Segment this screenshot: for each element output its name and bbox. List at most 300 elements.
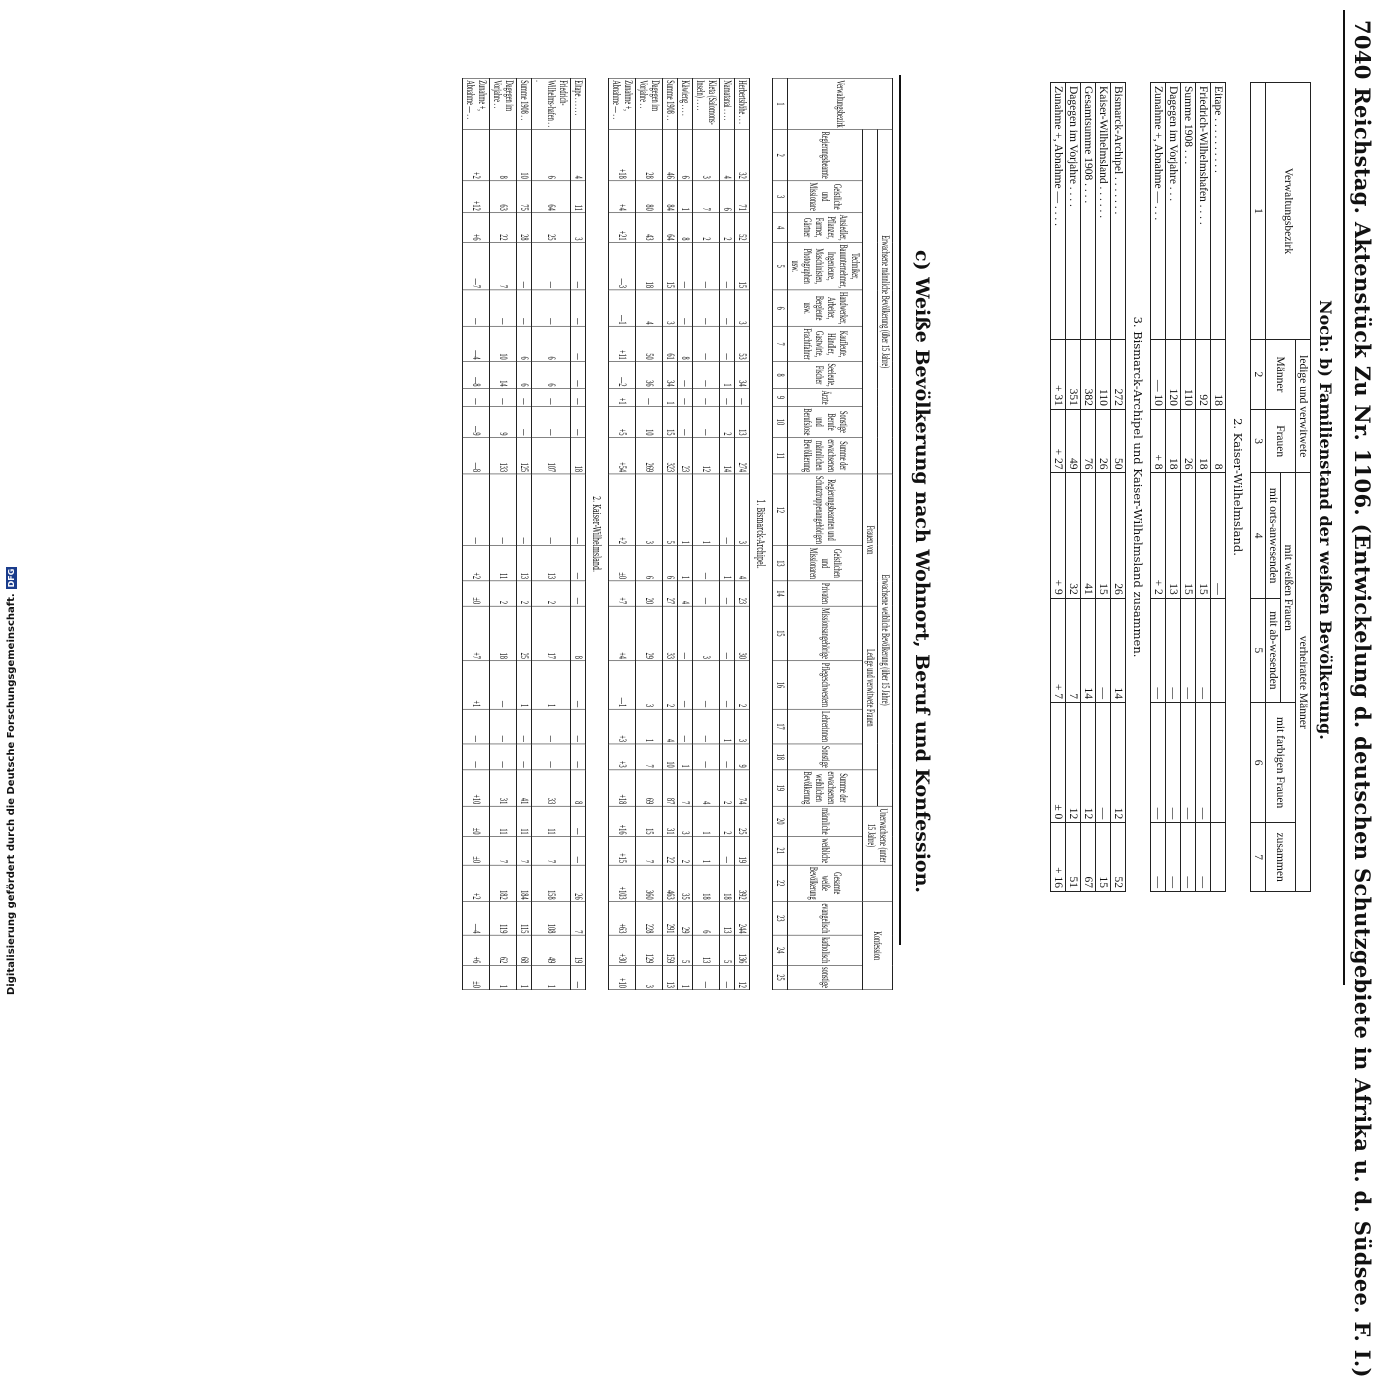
table-cell: 71 — [735, 181, 750, 213]
table-cell: 50 — [1111, 409, 1126, 473]
table-cell: +4 — [609, 606, 636, 661]
table-cell: 84 — [663, 181, 678, 213]
table-cell: — — [532, 709, 571, 744]
table-cell: 4 — [735, 546, 750, 581]
table-cell: 6 — [532, 362, 571, 389]
row-label: Gesamtsumme 1908 . . . . — [1081, 83, 1096, 340]
table-cell: 26 — [1111, 473, 1126, 598]
table-cell: — — [1196, 703, 1211, 823]
table-cell: 12 — [1081, 703, 1096, 823]
table-cell: 41 — [517, 770, 532, 807]
table-cell: 8 — [1211, 409, 1226, 473]
table-cell: 5 — [663, 474, 678, 546]
column-header: Summe der erwachsenen männlichen Bevölkerung — [788, 437, 863, 474]
table-cell: — — [1166, 823, 1181, 892]
table-cell: — — [720, 326, 735, 361]
table-cell: 3 — [663, 290, 678, 327]
table-cell: 23 — [678, 437, 693, 474]
table-cell: 1 — [720, 709, 735, 744]
table-cell: 133 — [490, 437, 517, 474]
table-cell: 3 — [735, 474, 750, 546]
table-cell: 2 — [735, 661, 750, 709]
table-cell: +10 — [463, 770, 490, 807]
table-cell: 14 — [720, 437, 735, 474]
column-header: Lehrerinnen — [788, 709, 863, 744]
table-row — [1181, 83, 1196, 892]
t2-section1-title: 1. Bismarck-Archipel. — [754, 499, 768, 569]
table-cell: 274 — [735, 437, 750, 474]
column-number: 3 — [1251, 409, 1266, 473]
table-cell: — — [532, 474, 571, 546]
table-cell: 32 — [1066, 473, 1081, 598]
table-cell: —8 — [463, 437, 490, 474]
table-cell: 28 — [517, 213, 532, 243]
table-cell: 15 — [735, 243, 750, 290]
table-cell: — — [490, 389, 517, 407]
table-row — [571, 78, 586, 990]
table-cell: 7 — [1066, 598, 1081, 702]
table-cell: +18 — [609, 130, 636, 181]
table-cell: — — [1196, 823, 1211, 892]
column-number: 10 — [773, 406, 788, 437]
table-cell: 244 — [735, 902, 750, 936]
table-cell: — — [490, 744, 517, 770]
table-cell: 2 — [720, 406, 735, 437]
table-cell: 74 — [735, 770, 750, 807]
column-number: 1 — [1251, 83, 1266, 340]
table-cell: — — [1211, 473, 1226, 598]
page-subtitle: Noch: b) Familienstand der weißen Bevölkerung. — [1316, 300, 1335, 740]
table-row — [532, 78, 571, 990]
table-cell: 15 — [663, 243, 678, 290]
table-cell: 13 — [532, 546, 571, 581]
table-cell: — — [720, 474, 735, 546]
t1-header-maenner: Männer — [1266, 340, 1296, 410]
table-cell: 10 — [636, 406, 663, 437]
column-header: Missionsangehörige — [788, 606, 863, 661]
table-cell: +12 — [463, 181, 490, 213]
table-cell: 2 — [532, 581, 571, 606]
table-cell: +2 — [463, 130, 490, 181]
table-cell: 3 — [678, 806, 693, 836]
table-cell: — — [693, 326, 720, 361]
section-c-title: c) Weiße Bevölkerung nach Wohnort, Beruf und Konfession. — [911, 250, 933, 894]
table-cell: 8 — [571, 606, 586, 661]
table-row — [1066, 83, 1081, 892]
table-row — [1111, 83, 1126, 892]
table-cell: 9 — [735, 744, 750, 770]
column-header: Sonstige Berufe und Berufslose — [788, 406, 863, 437]
column-number: 14 — [773, 581, 788, 606]
table-cell: ±0 — [463, 806, 490, 836]
row-label: Bismarck-Archipel . . . . . . . — [1111, 83, 1126, 340]
table-cell: 19 — [571, 935, 586, 965]
table-cell: +5 — [609, 406, 636, 437]
t1-header-frauen: Frauen — [1266, 409, 1296, 473]
column-header: Gesamte weiße Bevölkerung — [788, 865, 863, 902]
table-row — [1151, 83, 1166, 892]
table-cell — [1211, 703, 1226, 823]
table-cell: — — [1096, 703, 1111, 823]
table-cell: — — [678, 290, 693, 327]
table-cell: +10 — [609, 965, 636, 990]
table-cell: 7 — [636, 744, 663, 770]
table-cell: + 27 — [1051, 409, 1066, 473]
row-label: Dagegen im Vorjahre . . — [490, 78, 517, 129]
column-number: 6 — [773, 290, 788, 327]
table-cell: +3 — [609, 709, 636, 744]
table-cell: ±0 — [463, 836, 490, 864]
row-label: Summe 1908 . . — [517, 78, 532, 129]
table-cell: 6 — [517, 362, 532, 389]
table-cell: 15 — [1196, 473, 1211, 598]
table-cell: 15 — [1181, 473, 1196, 598]
table-cell: — — [720, 290, 735, 327]
table-cell: +7 — [463, 606, 490, 661]
table-cell: — — [693, 290, 720, 327]
t2-group-maenner: Erwachsene männliche Bevölkerung (über 15 Jahre) — [878, 130, 893, 474]
t1-header-anwesend: mit orts-anwesenden — [1266, 473, 1281, 598]
table-cell: 10 — [663, 744, 678, 770]
table-cell: 2 — [720, 806, 735, 836]
table-cell: 6 — [720, 181, 735, 213]
table-cell: — — [678, 243, 693, 290]
table-cell: 76 — [1081, 409, 1096, 473]
table-cell: 46 — [663, 130, 678, 181]
table-cell: 4 — [678, 581, 693, 606]
table-cell: — — [517, 243, 532, 290]
column-header: Ärzte — [788, 389, 863, 407]
column-number: 9 — [773, 389, 788, 407]
table-cell: 13 — [720, 902, 735, 936]
table-cell: +21 — [609, 213, 636, 243]
table-cell: 26 — [571, 865, 586, 902]
table-cell: 136 — [735, 935, 750, 965]
t1-section3-title: 3. Bismarck-Archipel und Kaiser-Wilhelmsland zusammen. — [1131, 316, 1145, 658]
table-cell: 53 — [735, 326, 750, 361]
column-header: Geistlichen und Missionaren — [788, 546, 863, 581]
table-cell: — — [1151, 703, 1166, 823]
table-cell: 4 — [571, 130, 586, 181]
table-cell: 62 — [490, 935, 517, 965]
table-cell: — — [693, 744, 720, 770]
digitization-footer — [6, 567, 17, 995]
table-cell: — — [720, 661, 735, 709]
table-cell: 51 — [1066, 823, 1081, 892]
t1-header-mit-weissen: mit weißen Frauen — [1281, 473, 1296, 703]
table-cell: — — [720, 389, 735, 407]
column-number: 4 — [1251, 473, 1266, 598]
table-cell: +2 — [463, 546, 490, 581]
table-cell: — — [571, 389, 586, 407]
table-cell: — — [571, 362, 586, 389]
table-cell: +2 — [609, 474, 636, 546]
column-header: sonstige — [788, 965, 863, 990]
table-cell: —2 — [609, 362, 636, 389]
column-number: 8 — [773, 362, 788, 389]
column-header: Regierungsbeamten und Schutztruppenangehörigen — [788, 474, 863, 546]
table-cell: 7 — [693, 181, 720, 213]
table-cell: + 8 — [1151, 409, 1166, 473]
table-cell: 36 — [636, 362, 663, 389]
column-number: 15 — [773, 606, 788, 661]
table-cell: — 10 — [1151, 340, 1166, 410]
table-cell: — — [490, 709, 517, 744]
table-row — [1166, 83, 1181, 892]
table-cell: —1 — [609, 661, 636, 709]
table-row — [693, 78, 720, 990]
column-number: 2 — [773, 130, 788, 181]
table-cell: 110 — [1096, 340, 1111, 410]
column-header: Ansiedler, Pflanzer, Farmer, Gärtner — [788, 213, 863, 243]
table-cell: +2 — [463, 865, 490, 902]
table-cell: 12 — [735, 965, 750, 990]
footer-text: Digitalisierung gefördert durch die Deutsche Forschungsgemeinschaft. — [6, 593, 17, 995]
table-cell: — — [678, 661, 693, 709]
table-cell: — — [678, 606, 693, 661]
table-cell: — — [693, 709, 720, 744]
table-cell: + 16 — [1051, 823, 1066, 892]
table-cell: 19 — [735, 836, 750, 864]
table-cell: +15 — [609, 836, 636, 864]
table-cell: 4 — [720, 130, 735, 181]
table-cell: 25 — [735, 806, 750, 836]
table-cell: — — [532, 290, 571, 327]
table-cell: 18 — [1196, 409, 1211, 473]
table-bevoelkerung — [462, 78, 893, 990]
table-cell: 1 — [693, 836, 720, 864]
table-cell: 8 — [678, 213, 693, 243]
table-row — [1051, 83, 1066, 892]
table-cell: — — [693, 965, 720, 990]
column-header: Handwerker, Arbeiter, Bergleute usw. — [788, 290, 863, 327]
table-row — [663, 78, 678, 990]
table-cell: 1 — [532, 661, 571, 709]
table-cell: 50 — [636, 326, 663, 361]
table-cell: —8 — [463, 362, 490, 389]
table-cell: 11 — [571, 181, 586, 213]
table-cell: 92 — [1196, 340, 1211, 410]
table-cell: 1 — [678, 181, 693, 213]
header-rule — [1343, 10, 1345, 985]
table-cell: — — [678, 406, 693, 437]
row-label: Dagegen im Vorjahre . . . — [1166, 83, 1181, 340]
table-cell: 13 — [693, 935, 720, 965]
table-cell: 159 — [663, 935, 678, 965]
table-cell: 1 — [517, 965, 532, 990]
table-cell: — — [693, 546, 720, 581]
table-cell: 7 — [517, 836, 532, 864]
column-number: 3 — [773, 181, 788, 213]
table-cell: 3 — [735, 290, 750, 327]
table-row — [720, 78, 735, 990]
table-cell: 27 — [663, 581, 678, 606]
table-cell: 228 — [636, 902, 663, 936]
table-cell: 67 — [1081, 823, 1096, 892]
table-cell: +6 — [463, 935, 490, 965]
table-cell: 6 — [693, 902, 720, 936]
table-cell: 75 — [517, 181, 532, 213]
table-cell: 11 — [517, 806, 532, 836]
table-cell: 323 — [663, 437, 678, 474]
table-cell: +1 — [609, 389, 636, 407]
table-cell: 18 — [693, 865, 720, 902]
table-cell: 15 — [663, 406, 678, 437]
table-cell: — — [1181, 598, 1196, 702]
table-row — [678, 78, 693, 990]
row-label: Käwieng . . . . — [678, 78, 693, 129]
table-cell: 18 — [490, 606, 517, 661]
table-cell: 5 — [678, 935, 693, 965]
table-cell: +4 — [609, 181, 636, 213]
table-cell: ±0 — [463, 581, 490, 606]
table-cell: 12 — [1111, 703, 1126, 823]
table-cell: — — [571, 965, 586, 990]
table-cell: 6 — [636, 546, 663, 581]
table-cell: 9 — [490, 406, 517, 437]
table-cell — [1211, 598, 1226, 702]
table-cell: 63 — [490, 181, 517, 213]
table-cell: 20 — [636, 581, 663, 606]
t2-group-konfession: Konfession — [863, 902, 893, 990]
table-cell: 1 — [693, 474, 720, 546]
table-cell: 49 — [532, 935, 571, 965]
table-cell: —7 — [463, 243, 490, 290]
table-cell: — — [735, 389, 750, 407]
table-cell: — — [463, 474, 490, 546]
table-cell: 2 — [490, 581, 517, 606]
table-cell: 18 — [720, 865, 735, 902]
table-row — [609, 78, 636, 990]
table-cell: 1 — [490, 965, 517, 990]
table-cell: + 2 — [1151, 473, 1166, 598]
column-header: Summe der erwachsenen weiblichen Bevölkerung — [788, 770, 863, 807]
table-cell: +63 — [609, 902, 636, 936]
table-cell: — — [1151, 598, 1166, 702]
table-cell: 3 — [636, 965, 663, 990]
table-cell: 463 — [663, 865, 678, 902]
table-cell: 22 — [663, 836, 678, 864]
table-cell: — — [517, 474, 532, 546]
table-cell: — — [693, 406, 720, 437]
table-cell: — — [571, 243, 586, 290]
column-number: 5 — [1251, 598, 1266, 702]
table-cell: 2 — [693, 213, 720, 243]
t1-header-zusammen: zusammen — [1266, 823, 1296, 892]
table-cell: —1 — [609, 290, 636, 327]
table-cell: 68 — [517, 935, 532, 965]
column-number: 7 — [1251, 823, 1266, 892]
table-cell: 28 — [636, 130, 663, 181]
table-cell: 29 — [678, 902, 693, 936]
column-number: 4 — [773, 213, 788, 243]
table-cell: 119 — [490, 902, 517, 936]
column-number: 20 — [773, 806, 788, 836]
row-label: Friedrich-Wilhelms-hafen . . . — [532, 78, 571, 129]
table-cell: 64 — [532, 181, 571, 213]
table-cell: 107 — [532, 437, 571, 474]
table-cell: 382 — [1081, 340, 1096, 410]
table-cell: 11 — [490, 806, 517, 836]
t2-group-frauen: Erwachsene weibliche Bevölkerung (über 15 Jahre) — [878, 474, 893, 806]
section-rule — [899, 75, 901, 945]
column-header: Seeleute, Fischer — [788, 362, 863, 389]
table-cell: 108 — [532, 902, 571, 936]
table-cell: — — [636, 389, 663, 407]
table-cell: 43 — [636, 213, 663, 243]
table-cell: +54 — [609, 437, 636, 474]
table-cell: — — [490, 661, 517, 709]
table-cell: 8 — [678, 326, 693, 361]
table-cell: 17 — [532, 606, 571, 661]
table-cell: + 7 — [1051, 598, 1066, 702]
table-cell: — — [1096, 598, 1111, 702]
row-label: Friedrich-Wilhelmshafen . . . . — [1196, 83, 1211, 340]
table-cell: +103 — [609, 865, 636, 902]
table-cell: 25 — [532, 213, 571, 243]
table-cell: 7 — [490, 836, 517, 864]
table-cell: 13 — [517, 546, 532, 581]
table-row — [735, 78, 750, 990]
table-cell: 7 — [532, 836, 571, 864]
table-cell: 8 — [490, 130, 517, 181]
table-cell: 351 — [1066, 340, 1081, 410]
table-cell: — — [571, 661, 586, 709]
table-cell: 7 — [490, 243, 517, 290]
table-cell: 115 — [517, 902, 532, 936]
table-cell: 2 — [678, 836, 693, 864]
table-cell: — — [571, 806, 586, 836]
column-number: 22 — [773, 865, 788, 902]
dfg-logo: DFG — [7, 568, 16, 588]
table-cell: — — [517, 709, 532, 744]
table-cell: 30 — [735, 606, 750, 661]
row-label: Kieta (Salomons-Inseln) . . . . — [693, 78, 720, 129]
table-cell: 11 — [490, 546, 517, 581]
table-row — [1081, 83, 1096, 892]
table-cell: 3 — [636, 474, 663, 546]
table-cell: — — [532, 243, 571, 290]
table-cell: 1 — [636, 709, 663, 744]
table-cell: 34 — [663, 362, 678, 389]
table-cell: — — [571, 290, 586, 327]
table-cell: — — [571, 326, 586, 361]
column-number: 2 — [1251, 340, 1266, 410]
table-cell: — — [463, 709, 490, 744]
table-cell: 158 — [532, 865, 571, 902]
table-cell: 23 — [735, 581, 750, 606]
table-cell: — — [720, 581, 735, 606]
table-cell: +1 — [463, 661, 490, 709]
table-cell: — — [693, 389, 720, 407]
t1-header-farbigen: mit farbigen Frauen — [1266, 703, 1296, 823]
row-label: Herbertshöhe . . . — [735, 78, 750, 129]
table-cell: 2 — [720, 770, 735, 807]
table-cell: 3 — [693, 130, 720, 181]
table-row — [463, 78, 490, 990]
table-familienstand — [1050, 82, 1311, 892]
table-cell: — — [463, 389, 490, 407]
table-cell: 10 — [517, 130, 532, 181]
column-number: 1 — [773, 78, 788, 129]
table-cell: 31 — [490, 770, 517, 807]
table-cell: ±0 — [463, 965, 490, 990]
table-cell: 10 — [490, 326, 517, 361]
table-cell: 15 — [1096, 823, 1111, 892]
table-cell: — — [532, 744, 571, 770]
table-cell: 41 — [1081, 473, 1096, 598]
table-cell: 18 — [636, 243, 663, 290]
